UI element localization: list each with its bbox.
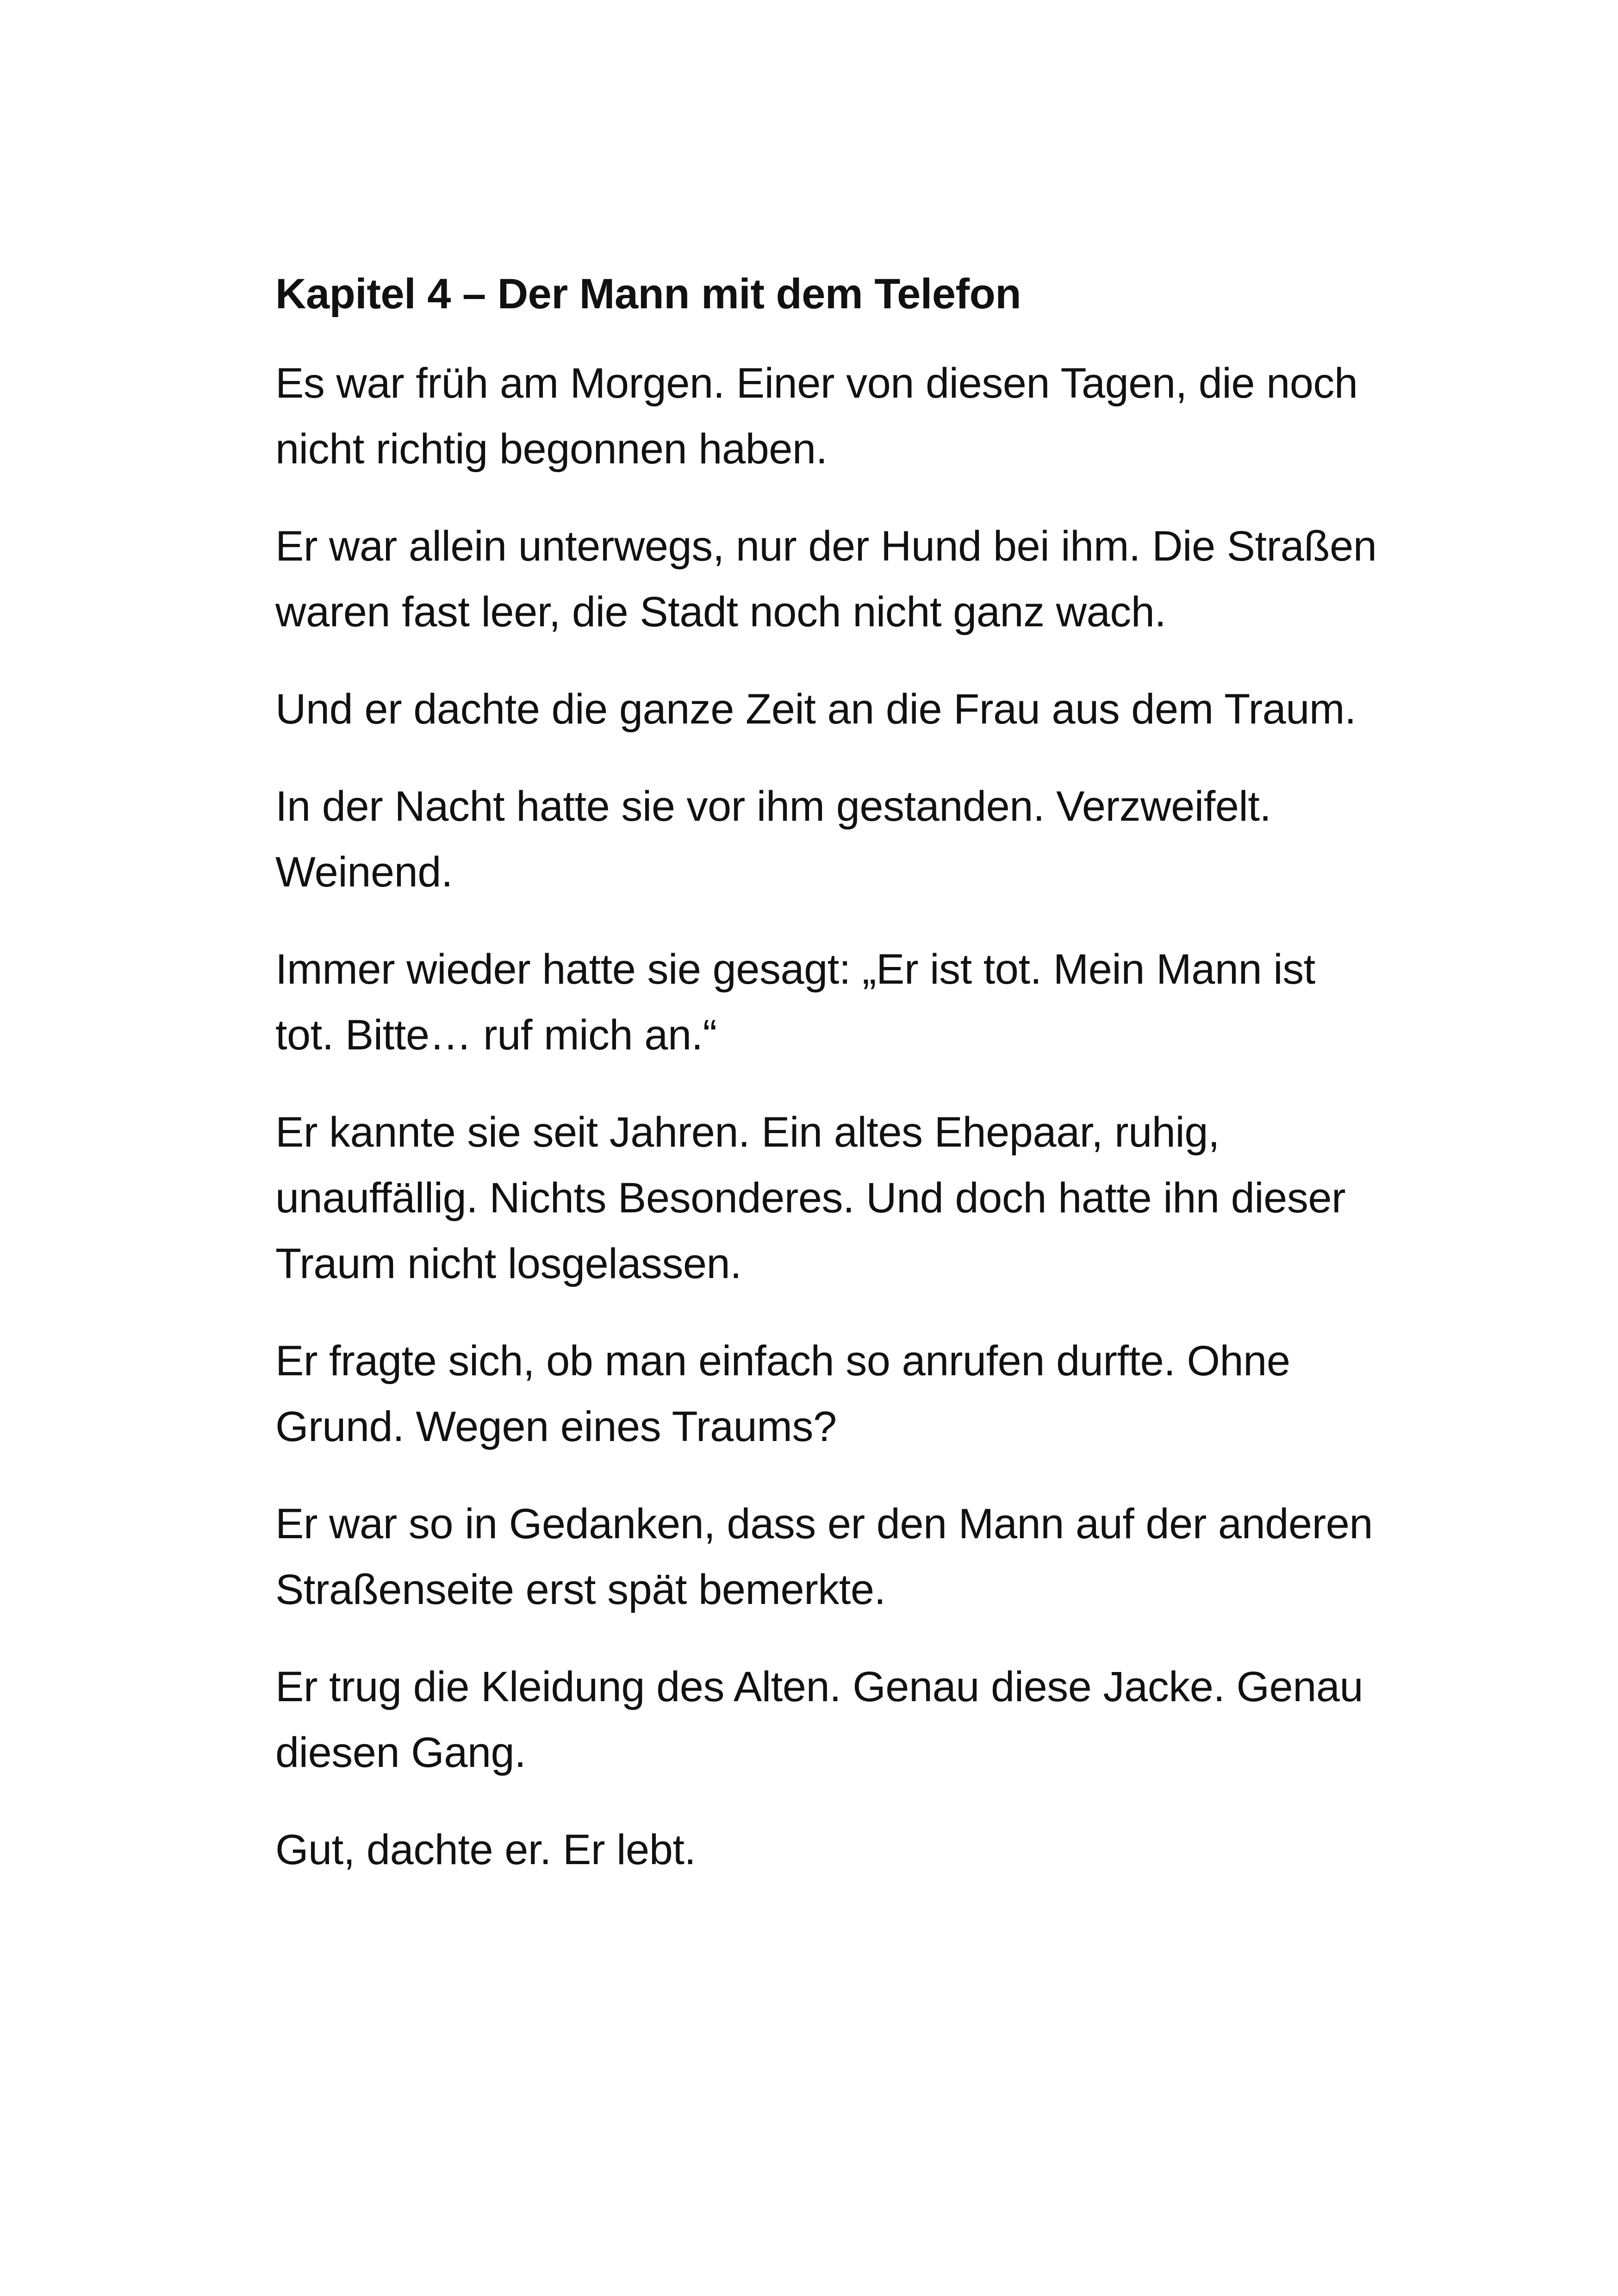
- paragraph: Und er dachte die ganze Zeit an die Frau aus dem Traum.: [275, 686, 1357, 733]
- paragraph: Er kannte sie seit Jahren. Ein altes Ehepaar, ruhig, unauffällig. Nichts Besonderes. Und doch hatte ihn dieser Traum nicht losgelassen.: [275, 1109, 1346, 1287]
- paragraph: Er trug die Kleidung des Alten. Genau diese Jacke. Genau diesen Gang.: [275, 1663, 1363, 1776]
- paragraph: Gut, dachte er. Er lebt.: [275, 1826, 696, 1873]
- paragraph: Er fragte sich, ob man einfach so anrufen durfte. Ohne Grund. Wegen eines Traums?: [275, 1337, 1290, 1450]
- text-column: [275, 266, 1377, 1914]
- paragraph: Es war früh am Morgen. Einer von diesen Tagen, die noch nicht richtig begonnen haben.: [275, 360, 1358, 473]
- paragraph: Er war so in Gedanken, dass er den Mann auf der anderen Straßenseite erst spät bemerkte.: [275, 1500, 1373, 1613]
- paragraph: In der Nacht hatte sie vor ihm gestanden. Verzweifelt. Weinend.: [275, 783, 1271, 896]
- paragraph: Er war allein unterwegs, nur der Hund bei ihm. Die Straßen waren fast leer, die Stadt noch nicht ganz wach.: [275, 523, 1377, 636]
- chapter-title: Kapitel 4 – Der Mann mit dem Telefon: [275, 270, 1021, 318]
- paragraph: Immer wieder hatte sie gesagt: „Er ist tot. Mein Mann ist tot. Bitte… ruf mich an.“: [275, 946, 1315, 1059]
